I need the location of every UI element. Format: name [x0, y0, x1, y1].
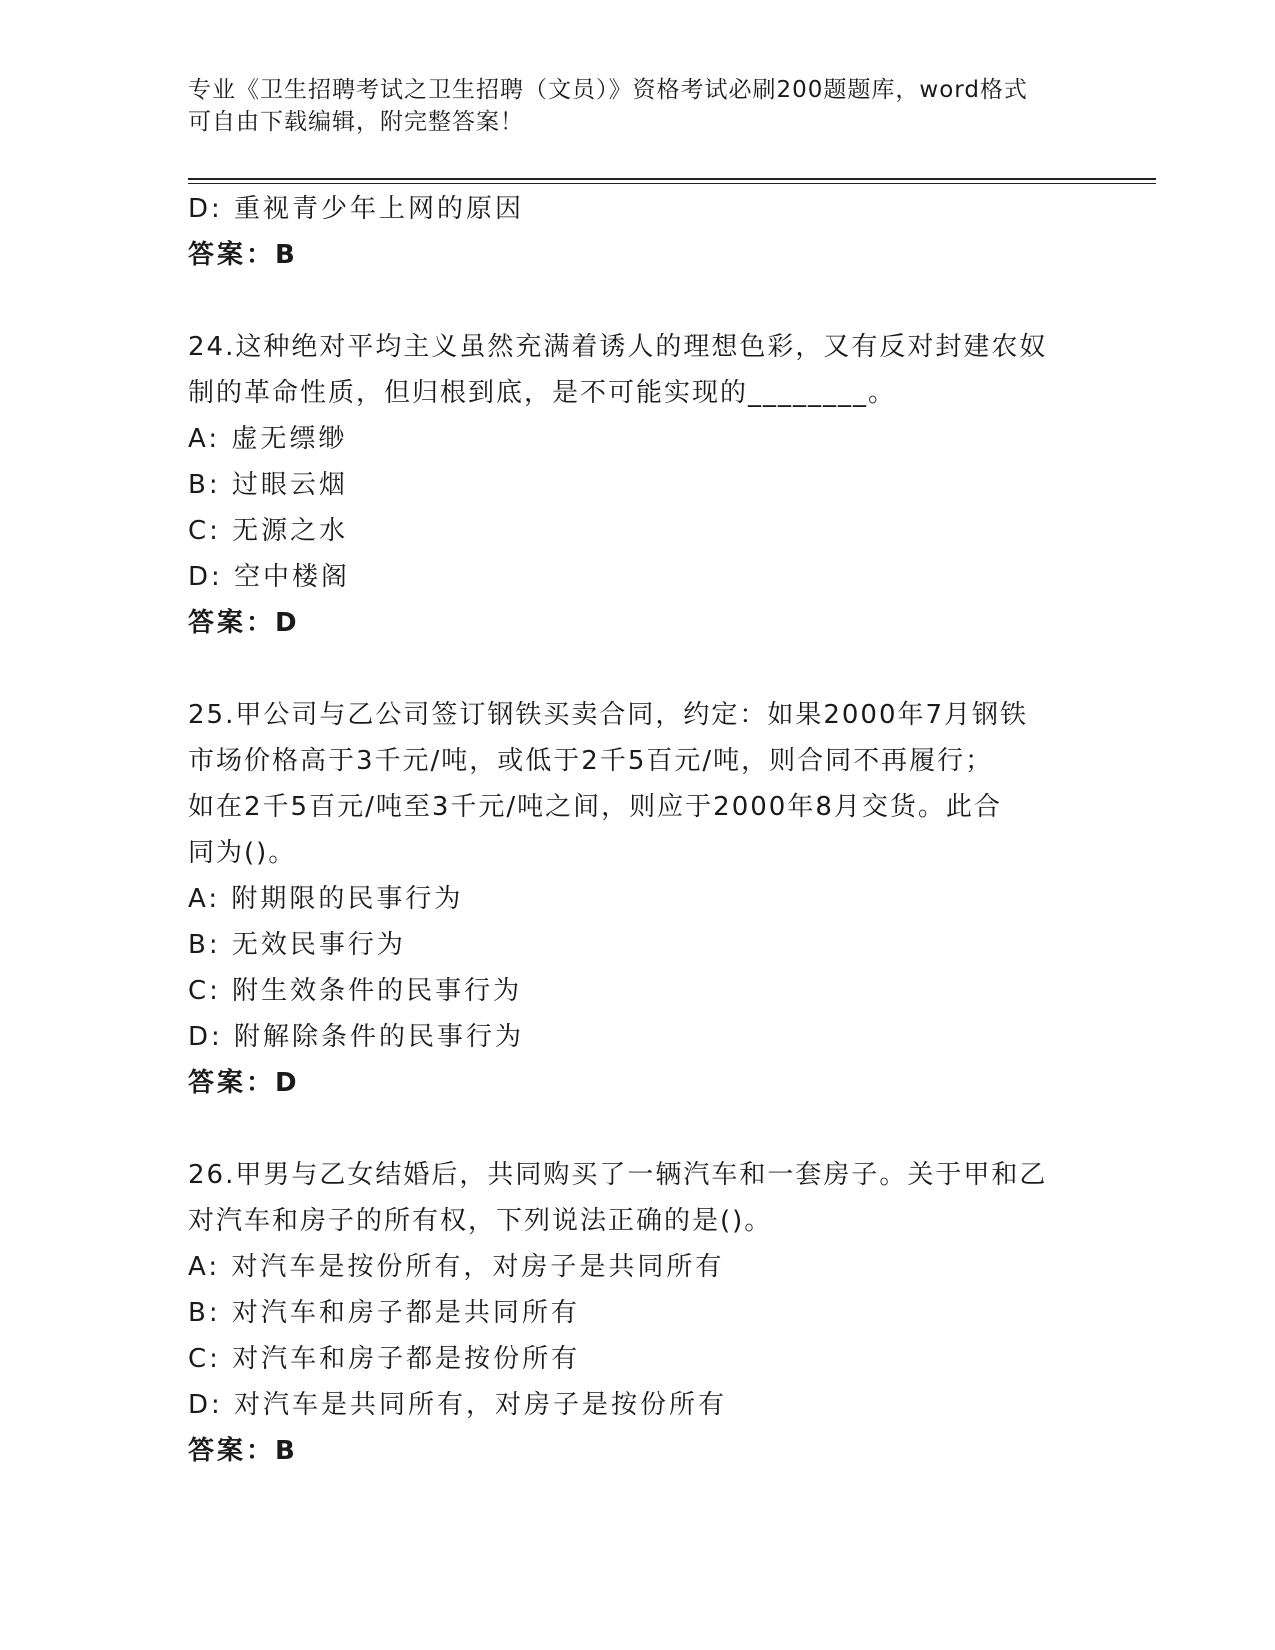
option-b: B: 无效民事行为	[188, 930, 406, 960]
stem-line: 25.甲公司与乙公司签订钢铁买卖合同，约定：如果2000年7月钢铁	[188, 700, 1029, 730]
header-divider-thin	[188, 183, 1156, 184]
answer: 答案：B	[188, 1436, 298, 1466]
header-divider-thick	[188, 178, 1156, 180]
option-b: B: 对汽车和房子都是共同所有	[188, 1298, 580, 1328]
answer: 答案：D	[188, 608, 300, 638]
option-b: B: 过眼云烟	[188, 470, 348, 500]
carryover-answer: 答案：B	[188, 240, 298, 270]
option-c: C: 无源之水	[188, 516, 349, 546]
stem-line: 同为()。	[188, 838, 297, 868]
option-a: A: 对汽车是按份所有，对房子是共同所有	[188, 1252, 725, 1282]
question-24	[188, 324, 1088, 646]
option-d: D: 空中楼阁	[188, 562, 351, 592]
spacer	[188, 278, 1088, 324]
option-a: A: 虚无缥缈	[188, 424, 348, 454]
header-line-1: 专业《卫生招聘考试之卫生招聘（文员）》资格考试必刷200题题库，word格式	[188, 77, 1028, 103]
carryover-option-d: D: 重视青少年上网的原因	[188, 194, 525, 224]
spacer	[188, 646, 1088, 692]
answer: 答案：D	[188, 1068, 300, 1098]
stem-line: 制的革命性质，但归根到底，是不可能实现的________。	[188, 378, 897, 408]
option-a: A: 附期限的民事行为	[188, 884, 464, 914]
option-c: C: 附生效条件的民事行为	[188, 976, 523, 1006]
stem-line: 24.这种绝对平均主义虽然充满着诱人的理想色彩，又有反对封建农奴	[188, 332, 1048, 362]
question-25	[188, 692, 1088, 1106]
stem-line: 如在2千5百元/吨至3千元/吨之间，则应于2000年8月交货。此合	[188, 792, 1002, 822]
option-d: D: 对汽车是共同所有，对房子是按份所有	[188, 1390, 728, 1420]
stem-line: 26.甲男与乙女结婚后，共同购买了一辆汽车和一套房子。关于甲和乙	[188, 1160, 1048, 1190]
document-header	[188, 74, 1088, 138]
question-stem	[188, 692, 1088, 876]
question-26	[188, 1152, 1088, 1474]
question-stem	[188, 324, 1088, 416]
question-stem	[188, 1152, 1088, 1244]
stem-line: 对汽车和房子的所有权，下列说法正确的是()。	[188, 1206, 773, 1236]
option-d: D: 附解除条件的民事行为	[188, 1022, 525, 1052]
question-list	[188, 186, 1088, 1474]
spacer	[188, 1106, 1088, 1152]
header-line-2: 可自由下载编辑，附完整答案！	[188, 109, 524, 135]
stem-line: 市场价格高于3千元/吨，或低于2千5百元/吨，则合同不再履行；	[188, 746, 994, 776]
option-c: C: 对汽车和房子都是按份所有	[188, 1344, 581, 1374]
